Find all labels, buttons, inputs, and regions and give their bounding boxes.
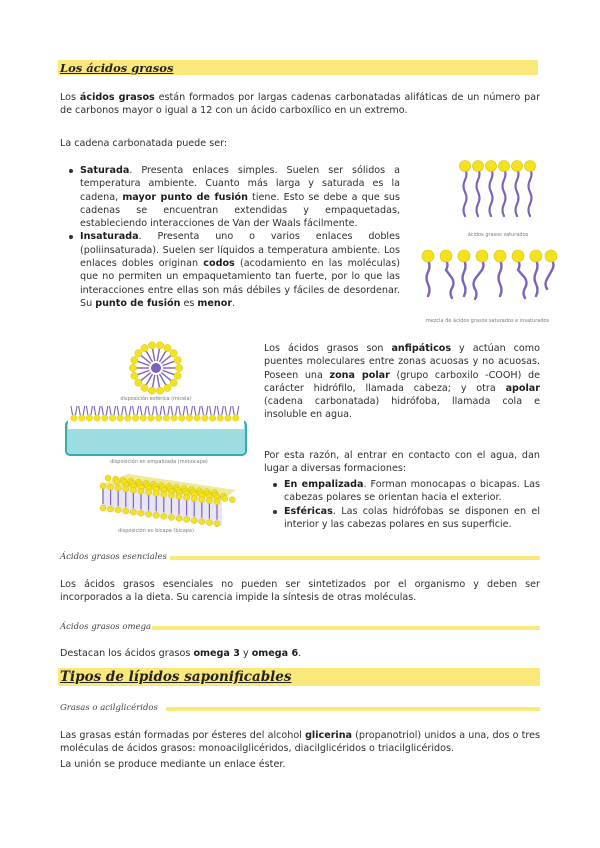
monolayer-head xyxy=(86,415,92,421)
bilayer-lower-head xyxy=(161,513,167,519)
micelle-head xyxy=(156,387,163,394)
micelle-head xyxy=(170,379,177,386)
monolayer-tail xyxy=(94,406,100,415)
bilayer-lower-head xyxy=(191,518,197,524)
chain-type-list xyxy=(66,164,400,310)
bilayer-upper-head xyxy=(168,492,174,498)
monolayer-head xyxy=(209,415,215,421)
intro-text: están formados por largas cadenas carbonatadas alifáticas de un número par de carbonos mayor o igual a 12 con un ácido carboxílico en un extremo. xyxy=(60,92,541,117)
bilayer-illustration xyxy=(94,470,240,530)
esfericas-text: . Las colas hidrófobas se disponen en el interior y las cabezas polares en sus superficie. xyxy=(284,505,540,530)
saturated-fatty-acids-illustration xyxy=(458,160,538,230)
bilayer-lower-head xyxy=(100,505,106,511)
monolayer-illustration xyxy=(62,405,250,459)
micelle-core xyxy=(151,363,161,373)
monolayer-head xyxy=(163,415,169,421)
monolayer-tail xyxy=(86,406,92,415)
omega-title: Ácidos grasos omega xyxy=(60,622,152,632)
saturated-chains xyxy=(464,168,532,216)
bilayer-lower-head xyxy=(199,519,205,525)
bilayer-upper-head xyxy=(100,483,106,489)
bilayer-lower-head xyxy=(168,514,174,520)
esenciales-divider xyxy=(170,556,540,560)
bilayer-lower-head xyxy=(138,510,144,516)
micelle-head xyxy=(164,344,171,351)
bilayer-lower-head xyxy=(214,521,220,527)
micelle-head xyxy=(135,350,142,357)
monolayer-head xyxy=(94,415,100,421)
monolayer-head xyxy=(186,415,192,421)
esfericas-term: Esféricas xyxy=(284,505,333,517)
insaturada-bold: menor xyxy=(197,297,233,309)
bilayer-upper-head xyxy=(138,488,144,494)
monolayer-tail xyxy=(187,406,193,415)
insaturada-text: . Presenta uno o varios enlaces dobles (poliinsaturada). Suelen ser líquidos a temperatura ambiente. Los enlaces dobles originan xyxy=(80,231,400,270)
insaturada-text: (acodamiento en las moléculas) que no permiten un empaquetamiento tan fuerte, por lo que las interacciones entre ellas son más débiles y fáciles de desordenar. Su xyxy=(80,258,400,309)
monolayer-head xyxy=(194,415,200,421)
monolayer-caption: disposición en empalizada (monocapa) xyxy=(110,459,208,465)
monolayer-tail xyxy=(179,406,185,415)
omega-paragraph xyxy=(60,647,540,660)
bilayer-lower-head xyxy=(184,517,190,523)
bilayer-upper-head xyxy=(153,490,159,496)
formations-list xyxy=(270,478,540,531)
intro-bold: ácidos grasos xyxy=(79,92,155,103)
bilayer-lower-head xyxy=(206,520,212,526)
monolayer-tail xyxy=(202,406,208,415)
monolayer-head xyxy=(71,415,77,421)
grasas-paragraph xyxy=(60,729,540,756)
ester-paragraph: La unión se produce mediante un enlace éster. xyxy=(60,759,286,770)
monolayer-head xyxy=(156,415,162,421)
micelle-head xyxy=(148,342,155,349)
bilayer-lower-head xyxy=(123,508,129,514)
monolayer-tail xyxy=(102,406,108,415)
saturada-term: Saturada xyxy=(80,165,130,176)
bilayer-top-head xyxy=(229,497,235,503)
monolayer-head xyxy=(132,415,138,421)
monolayer-head xyxy=(102,415,108,421)
esenciales-title: Ácidos grasos esenciales xyxy=(60,552,167,562)
bilayer-lower-head xyxy=(146,511,152,517)
monolayer-tail xyxy=(163,406,169,415)
monolayer-tail xyxy=(140,406,146,415)
empalizada-text: . Forman monocapas o bicapas. Las cabezas polares se orientan hacia el exterior. xyxy=(284,479,540,504)
micelle-tail xyxy=(152,347,154,361)
micelle-head xyxy=(141,344,148,351)
bilayer-upper-head xyxy=(184,495,190,501)
micelle-head xyxy=(141,384,148,391)
grasas-subtitle: Grasas o acilglicéridos xyxy=(60,703,158,713)
intro-paragraph xyxy=(60,91,540,118)
omega-divider xyxy=(152,626,540,630)
micelle-illustration xyxy=(118,340,194,396)
saturada-text: . Presenta enlaces simples. Suelen ser sólidos a temperatura ambiente. Cuanto más larga y saturada es la cadena, xyxy=(80,165,400,203)
bilayer-top-head xyxy=(222,496,228,502)
bilayer-upper-head xyxy=(214,499,220,505)
mixed-caption: mezcla de ácidos grasos saturados e insaturados xyxy=(425,318,550,324)
monolayer-head xyxy=(233,415,239,421)
monolayer-head xyxy=(148,415,154,421)
omega-text: Destacan los ácidos grasos xyxy=(60,648,194,659)
empalizada-term: En empalizada xyxy=(284,479,364,490)
micelle-head xyxy=(170,350,177,357)
bullet-esfericas xyxy=(270,505,540,532)
micelle-head xyxy=(156,342,163,349)
bilayer-upper-head xyxy=(146,489,152,495)
micelle-head xyxy=(131,357,138,364)
bilayer-upper-head xyxy=(191,496,197,502)
bilayer-caption: disposición en bicapa (bicapa) xyxy=(118,528,194,534)
amphipathic-text: (cadena carbonatada) hidrófoba, llamada cola e insoluble en agua. xyxy=(264,396,540,421)
formations-intro: Por esta razón, al entrar en contacto con el agua, dan lugar a diversas formaciones: xyxy=(264,450,540,475)
bilayer-top-head xyxy=(105,475,111,481)
monolayer-head xyxy=(179,415,185,421)
bilayer-upper-head xyxy=(130,487,136,493)
bilayer-lower-head xyxy=(115,507,121,513)
monolayer-head xyxy=(109,415,115,421)
monolayer-head xyxy=(217,415,223,421)
monolayer-tail xyxy=(171,406,177,415)
amphipathic-paragraph xyxy=(264,342,540,422)
amphipathic-bold: zona polar xyxy=(329,369,390,381)
mixed-heads xyxy=(422,250,557,262)
micelle-head xyxy=(129,364,136,371)
monolayer-head xyxy=(225,415,231,421)
amphipathic-text: y actúan como puentes moleculares entre zonas acuosas y no acuosas. Poseen una xyxy=(264,343,540,381)
micelle-tail xyxy=(157,375,159,389)
bilayer-lower-head xyxy=(176,516,182,522)
monolayer-head xyxy=(117,415,123,421)
monolayer-tail xyxy=(133,406,139,415)
micelle-head xyxy=(175,364,182,371)
saturated-caption: ácidos grasos saturados xyxy=(467,232,529,238)
insaturada-text: es xyxy=(180,297,198,309)
bilayer-upper-head xyxy=(176,494,182,500)
bilayer-upper-head xyxy=(206,498,212,504)
insaturada-bold: codos xyxy=(203,258,235,270)
mixed-chains xyxy=(427,260,554,299)
monolayer-tail xyxy=(79,406,85,415)
amphipathic-bold: anfipáticos xyxy=(391,343,452,354)
monolayer-tail xyxy=(125,406,131,415)
bilayer-upper-head xyxy=(123,486,129,492)
bilayer-lower-head xyxy=(108,506,114,512)
intro-text: Los xyxy=(60,92,80,103)
monolayer-tail xyxy=(217,406,223,415)
monolayer-tail xyxy=(233,406,239,415)
bilayer-upper-head xyxy=(161,491,167,497)
insaturada-bold: punto de fusión xyxy=(95,297,181,309)
micelle-head xyxy=(174,372,181,379)
micelle-tail xyxy=(152,375,154,389)
micelle-caption: disposición esférica (micela) xyxy=(120,396,192,402)
chain-intro: La cadena carbonatada puede ser: xyxy=(60,138,228,149)
monolayer-tail xyxy=(148,406,154,415)
bullet-insaturada xyxy=(66,230,400,310)
micelle-head xyxy=(148,387,155,394)
bullet-empalizada xyxy=(270,478,540,505)
micelle-tail xyxy=(157,347,159,361)
bilayer-lower-head xyxy=(130,509,136,515)
bilayer-upper-head xyxy=(108,484,114,490)
monolayer-tail xyxy=(110,406,116,415)
bilayer-upper-head xyxy=(115,485,121,491)
monolayer-head xyxy=(171,415,177,421)
saturada-bold: mayor punto de fusión xyxy=(122,191,248,203)
monolayer-tail xyxy=(210,406,216,415)
micelle-molecules xyxy=(129,342,182,395)
monolayer-tail xyxy=(194,406,200,415)
amphipathic-text: (grupo carboxilo -COOH) de carácter hidrófilo, llamada cabeza; y otra xyxy=(264,369,540,394)
monolayer-head xyxy=(79,415,85,421)
grasas-text: Las grasas están formadas por ésteres del alcohol xyxy=(60,730,306,741)
monolayer-head xyxy=(202,415,208,421)
amphipathic-text: Los ácidos grasos son xyxy=(264,343,392,354)
saturada-text: tiene. Esto se debe a que sus cadenas se encuentran extendidas y empaquetadas, estableciendo interacciones de Van der Waals fácilmente. xyxy=(80,191,400,230)
omega-bold: omega 3 xyxy=(193,648,240,659)
micelle-head xyxy=(135,379,142,386)
mixed-fatty-acids-illustration xyxy=(418,248,558,314)
omega-text: y xyxy=(239,648,252,659)
bilayer-upper-head xyxy=(199,497,205,503)
micelle-head xyxy=(131,372,138,379)
esenciales-paragraph: Los ácidos grasos esenciales no pueden ser sintetizados por el organismo y deben ser incorporados a la dieta. Su carencia impide la síntesis de otras moléculas. xyxy=(60,579,540,604)
amphipathic-bold: apolar xyxy=(505,382,540,394)
omega-bold: omega 6 xyxy=(251,648,299,659)
section-title-lipidos-saponificables: Tipos de lípidos saponificables xyxy=(60,669,292,685)
monolayer-tail xyxy=(117,406,123,415)
micelle-head xyxy=(164,384,171,391)
saturated-heads xyxy=(460,161,536,172)
monolayer-head xyxy=(125,415,131,421)
insaturada-text: . xyxy=(232,297,236,309)
grasas-divider xyxy=(166,707,540,711)
omega-text: . xyxy=(298,648,302,659)
grasas-text: (propanotriol) unidos a una, dos o tres moléculas de ácidos grasos: monoacilglicéridos, diacilglicéridos o triacilglicéridos. xyxy=(60,730,541,755)
grasas-bold: glicerina xyxy=(305,730,353,741)
monolayer-tail xyxy=(225,406,231,415)
monolayer-head xyxy=(140,415,146,421)
insaturada-term: Insaturada xyxy=(80,231,139,243)
bilayer-lower-head xyxy=(153,512,159,518)
bilayer-top-head xyxy=(114,479,120,485)
micelle-head xyxy=(174,357,181,364)
monolayer-tail xyxy=(156,406,162,415)
section-title-acidos-grasos: Los ácidos grasos xyxy=(60,61,174,75)
bullet-saturada xyxy=(66,164,400,230)
monolayer-tail xyxy=(71,406,77,415)
